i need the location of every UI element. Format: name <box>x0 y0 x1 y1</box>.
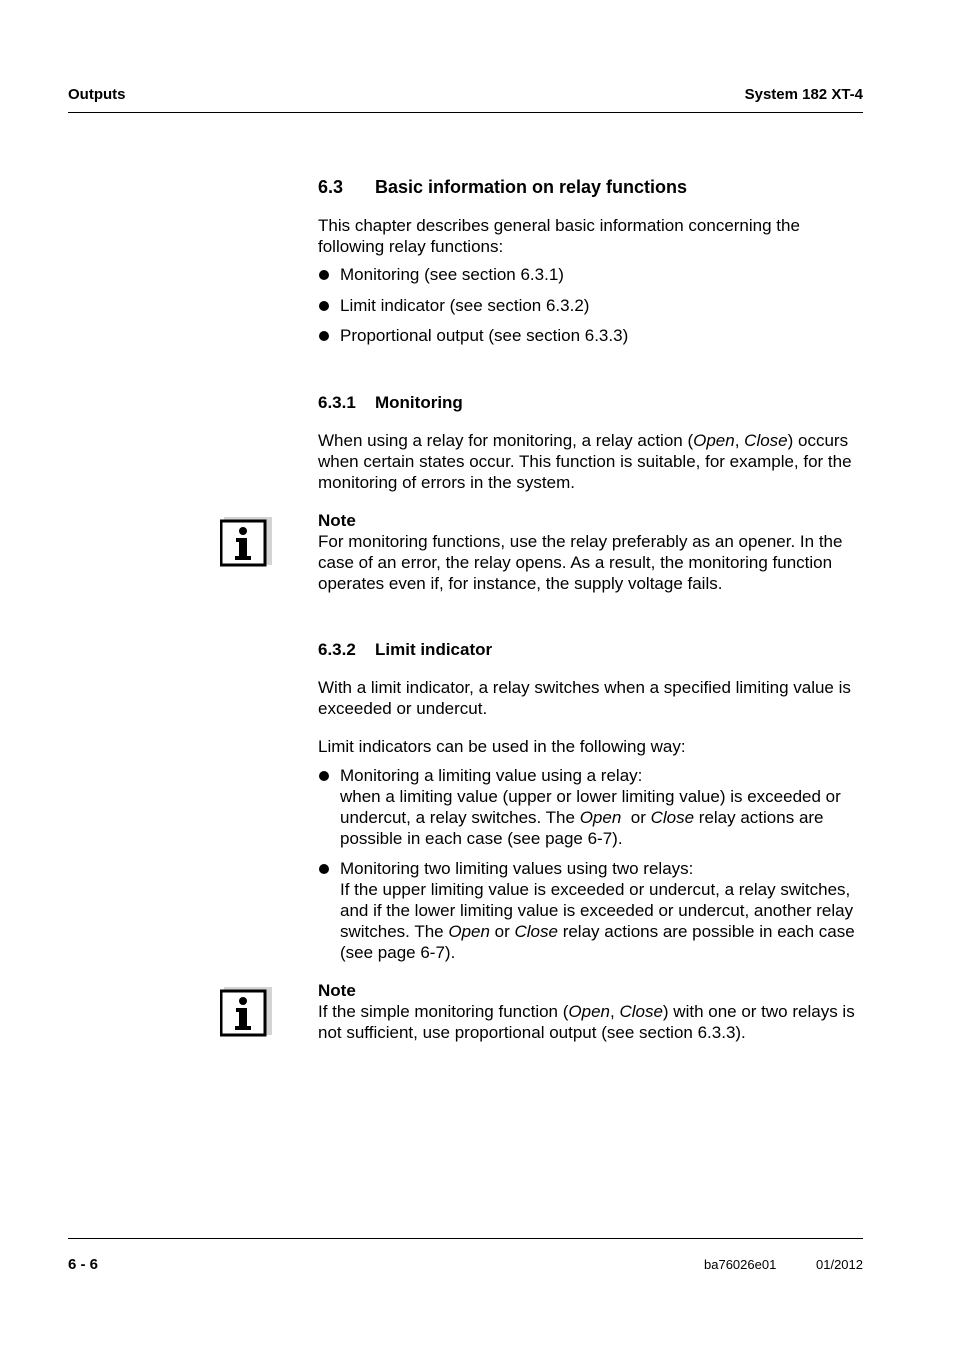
bullet-icon <box>319 864 329 874</box>
text-run: If the upper limiting value is exceeded or undercut, a relay switches, and if the lower limiting value is exceeded or undercut, another relay switches. The <box>340 880 854 941</box>
subsection-number: 6.3.2 <box>318 640 356 659</box>
list-item-text <box>340 765 863 849</box>
text-run: , <box>610 1002 620 1021</box>
subsection-number: 6.3.1 <box>318 393 356 412</box>
list-item <box>318 325 863 346</box>
text-run: ) with one or two relays is not sufficient, use proportional output (see section 6.3.3). <box>318 1002 855 1042</box>
limit-note <box>318 980 863 1043</box>
list-item-text: Proportional output (see section 6.3.3) <box>340 326 629 345</box>
document-id: ba76026e01 <box>704 1257 777 1272</box>
section-heading <box>318 177 687 198</box>
section-intro <box>318 215 863 257</box>
bullet-icon <box>319 771 329 781</box>
footer-rule <box>68 1238 863 1239</box>
header-product-name: System 182 XT-4 <box>744 86 863 103</box>
text-run: relay actions are possible in each case (see page 6-7). <box>340 922 855 962</box>
limit-text: Limit indicators can be used in the following way: <box>318 737 686 756</box>
subsection-title: Limit indicator <box>375 640 493 659</box>
monitoring-paragraph <box>318 430 863 493</box>
list-item-lead: Monitoring a limiting value using a relay: <box>340 766 643 785</box>
text-run: or <box>621 808 651 827</box>
open-term: Open <box>693 431 735 450</box>
text-run: ) occurs when certain states occur. This function is suitable, for example, for the monitoring of errors in the system. <box>318 431 852 492</box>
section-number: 6.3 <box>318 177 344 197</box>
subsection-heading-limit-indicator <box>318 640 492 660</box>
close-term: Close <box>619 1002 663 1021</box>
list-item-lead: Monitoring two limiting values using two relays: <box>340 859 694 878</box>
list-item-text: Monitoring (see section 6.3.1) <box>340 265 564 284</box>
note-title: Note <box>318 511 356 530</box>
monitoring-note <box>318 510 863 594</box>
subsection-title: Monitoring <box>375 393 463 412</box>
info-icon <box>220 517 272 569</box>
list-item <box>318 858 863 963</box>
info-icon <box>220 987 272 1039</box>
section-title: Basic information on relay functions <box>375 177 688 197</box>
text-run: relay actions are possible in each case (see page 6-7). <box>340 808 824 848</box>
list-item-text <box>340 858 863 963</box>
limit-text: With a limit indicator, a relay switches when a specified limiting value is exceeded or undercut. <box>318 678 851 718</box>
open-term: Open <box>448 922 490 941</box>
list-item <box>318 264 863 285</box>
document-date: 01/2012 <box>816 1257 863 1272</box>
text-run: , <box>734 431 745 450</box>
page-number: 6 - 6 <box>68 1256 99 1273</box>
note-title: Note <box>318 981 356 1000</box>
bullet-icon <box>319 331 329 341</box>
close-term: Close <box>744 431 788 450</box>
note-text: For monitoring functions, use the relay preferably as an opener. In the case of an error, the relay opens. As a result, the monitoring function operates even if, for instance, the supply voltage fails. <box>318 532 843 593</box>
section-intro-text: This chapter describes general basic information concerning the following relay functions: <box>318 216 800 256</box>
text-run: When using a relay for monitoring, a relay action ( <box>318 431 694 450</box>
close-term: Close <box>514 922 558 941</box>
close-term: Close <box>650 808 695 827</box>
list-item <box>318 295 863 316</box>
bullet-icon <box>319 270 329 280</box>
header-rule <box>68 112 863 113</box>
limit-paragraph-1 <box>318 677 863 719</box>
limit-paragraph-2 <box>318 736 863 757</box>
text-run: If the simple monitoring function ( <box>318 1002 569 1021</box>
list-item <box>318 765 863 849</box>
header-section-title: Outputs <box>68 86 126 103</box>
text-run: when a limiting value (upper or lower limiting value) is exceeded or undercut, a relay switches. The <box>340 787 841 827</box>
list-item-text: Limit indicator (see section 6.3.2) <box>340 296 590 315</box>
bullet-icon <box>319 301 329 311</box>
subsection-heading-monitoring <box>318 393 463 413</box>
open-term: Open <box>568 1002 610 1021</box>
text-run: or <box>489 922 515 941</box>
open-term: Open <box>579 808 622 827</box>
